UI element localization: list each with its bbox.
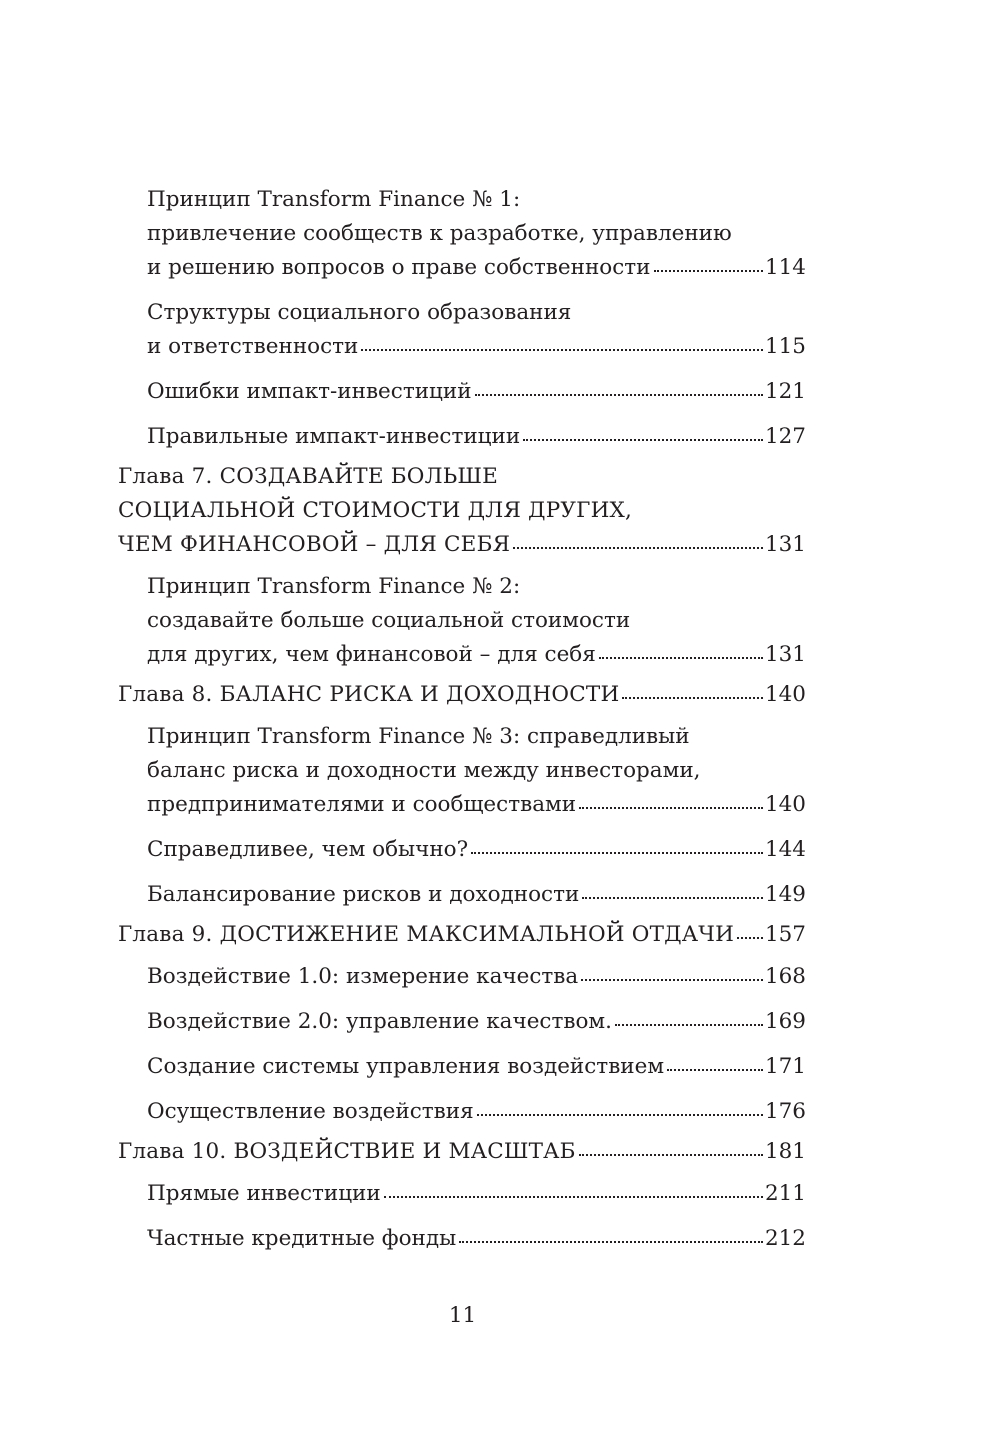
dot-leader [579, 1153, 763, 1156]
table-of-contents [118, 183, 806, 1256]
toc-entry-title: и ответственности [147, 334, 359, 359]
dot-leader [667, 1068, 763, 1071]
toc-page-number: 144 [764, 837, 806, 862]
dot-leader [582, 896, 763, 899]
toc-entry-last-line [147, 878, 806, 912]
dot-leader [622, 696, 763, 699]
toc-page-number: 127 [764, 424, 806, 449]
toc-section-entry[interactable] [118, 960, 806, 994]
toc-entry-last-line [118, 1135, 806, 1169]
toc-section-entry[interactable] [118, 833, 806, 867]
toc-section-entry[interactable] [118, 1050, 806, 1084]
toc-entry-last-line [118, 678, 806, 712]
dot-leader [384, 1195, 763, 1198]
toc-entry-line: Принцип Transform Finance № 1: [147, 187, 521, 212]
dot-leader [579, 806, 763, 809]
dot-leader [471, 851, 763, 854]
toc-page-number: 115 [764, 334, 806, 359]
toc-page-number: 157 [764, 922, 806, 947]
toc-section-entry[interactable] [118, 375, 806, 409]
toc-entry-title: Осуществление воздействия [147, 1099, 474, 1124]
toc-page-number: 171 [764, 1054, 806, 1079]
toc-page-number: 181 [764, 1139, 806, 1164]
toc-section-entry[interactable] [118, 183, 806, 285]
toc-page-number: 131 [764, 642, 806, 667]
page-number: 11 [448, 1303, 477, 1328]
toc-section-entry[interactable] [118, 878, 806, 912]
toc-entry-last-line [147, 251, 806, 285]
dot-leader [459, 1240, 763, 1243]
toc-entry-title: Правильные импакт-инвестиции [147, 424, 521, 449]
toc-entry-title: Воздействие 1.0: измерение качества [147, 964, 579, 989]
toc-page-number: 121 [764, 379, 806, 404]
toc-entry-last-line [147, 1050, 806, 1084]
toc-entry-title: ЧЕМ ФИНАНСОВОЙ – ДЛЯ СЕБЯ [118, 532, 511, 557]
dot-leader [737, 936, 763, 939]
toc-entry-last-line [147, 1177, 806, 1211]
toc-section-entry[interactable] [118, 1005, 806, 1039]
toc-entry-last-line [118, 528, 806, 562]
toc-chapter-entry[interactable] [118, 460, 806, 562]
toc-entry-title: Глава 9. ДОСТИЖЕНИЕ МАКСИМАЛЬНОЙ ОТДАЧИ [118, 922, 735, 947]
toc-entry-title: и решению вопросов о праве собственности [147, 255, 651, 280]
toc-page-number: 176 [764, 1099, 806, 1124]
toc-entry-title: Создание системы управления воздействием [147, 1054, 665, 1079]
dot-leader [523, 438, 763, 441]
toc-page-number: 212 [764, 1226, 806, 1251]
toc-chapter-entry[interactable] [118, 678, 806, 712]
toc-section-entry[interactable] [118, 1177, 806, 1211]
toc-entry-last-line [147, 960, 806, 994]
toc-entry-last-line [147, 1005, 806, 1039]
toc-page-number: 140 [764, 792, 806, 817]
dot-leader [361, 348, 763, 351]
toc-entry-last-line [147, 375, 806, 409]
toc-entry-last-line [147, 833, 806, 867]
toc-chapter-entry[interactable] [118, 918, 806, 952]
toc-page-number: 169 [764, 1009, 806, 1034]
toc-entry-title: Балансирование рисков и доходности [147, 882, 580, 907]
toc-entry-title: для других, чем финансовой – для себя [147, 642, 596, 667]
toc-entry-title: Ошибки импакт-инвестиций [147, 379, 472, 404]
dot-leader [654, 269, 763, 272]
toc-page-number: 114 [764, 255, 806, 280]
toc-entry-line: СОЦИАЛЬНОЙ СТОИМОСТИ ДЛЯ ДРУГИХ, [118, 498, 633, 523]
toc-section-entry[interactable] [118, 420, 806, 454]
toc-entry-title: Частные кредитные фонды [147, 1226, 457, 1251]
toc-page-number: 149 [764, 882, 806, 907]
toc-section-entry[interactable] [118, 296, 806, 364]
dot-leader [599, 656, 763, 659]
toc-page-number: 211 [764, 1181, 806, 1206]
toc-entry-line: баланс риска и доходности между инвесторами, [147, 758, 701, 783]
toc-entry-line: создавайте больше социальной стоимости [147, 608, 631, 633]
toc-chapter-entry[interactable] [118, 1135, 806, 1169]
toc-entry-line: Глава 7. СОЗДАВАЙТЕ БОЛЬШЕ [118, 464, 499, 489]
dot-leader [477, 1113, 763, 1116]
toc-section-entry[interactable] [118, 1222, 806, 1256]
toc-entry-line: Принцип Transform Finance № 2: [147, 574, 521, 599]
toc-page-number: 168 [764, 964, 806, 989]
toc-entry-last-line [147, 1095, 806, 1129]
toc-entry-last-line [118, 918, 806, 952]
toc-section-entry[interactable] [118, 1095, 806, 1129]
toc-entry-title: Справедливее, чем обычно? [147, 837, 469, 862]
toc-entry-last-line [147, 1222, 806, 1256]
toc-entry-title: Глава 10. ВОЗДЕЙСТВИЕ И МАСШТАБ [118, 1139, 576, 1164]
toc-entry-last-line [147, 788, 806, 822]
toc-entry-last-line [147, 330, 806, 364]
toc-entry-line: Структуры социального образования [147, 300, 572, 325]
dot-leader [475, 393, 763, 396]
toc-entry-line: Принцип Transform Finance № 3: справедливый [147, 724, 690, 749]
dot-leader [615, 1023, 763, 1026]
toc-section-entry[interactable] [118, 570, 806, 672]
toc-entry-title: Прямые инвестиции [147, 1181, 381, 1206]
toc-entry-line: привлечение сообществ к разработке, управлению [147, 221, 732, 246]
toc-section-entry[interactable] [118, 720, 806, 822]
toc-entry-last-line [147, 638, 806, 672]
toc-page-number: 140 [764, 682, 806, 707]
dot-leader [581, 978, 763, 981]
toc-entry-title: Воздействие 2.0: управление качеством. [147, 1009, 612, 1034]
toc-entry-last-line [147, 420, 806, 454]
toc-page-number: 131 [764, 532, 806, 557]
dot-leader [513, 546, 763, 549]
toc-entry-title: Глава 8. БАЛАНС РИСКА И ДОХОДНОСТИ [118, 682, 620, 707]
toc-entry-title: предпринимателями и сообществами [147, 792, 577, 817]
